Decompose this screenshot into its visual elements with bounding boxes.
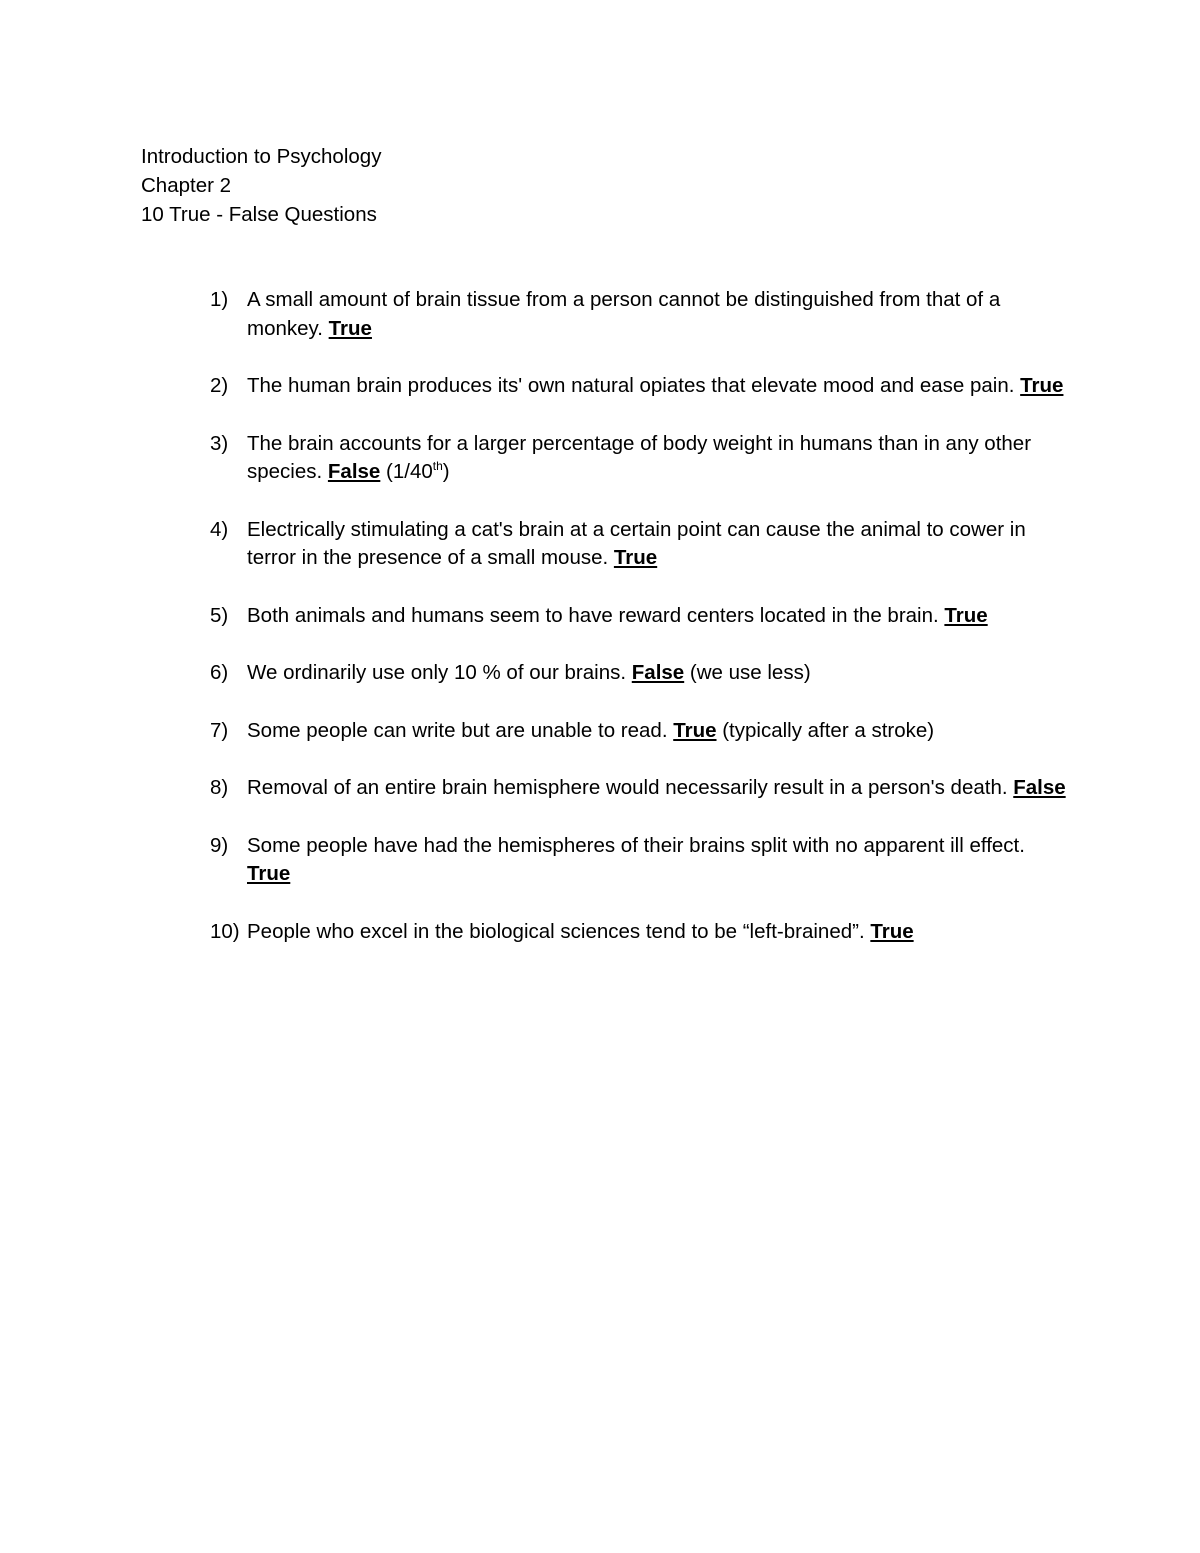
question-item bbox=[210, 832, 1070, 889]
answer-note: (typically after a stroke) bbox=[716, 718, 935, 742]
question-text: Removal of an entire brain hemisphere would necessarily result in a person's death. bbox=[247, 776, 1014, 799]
question-text: People who excel in the biological sciences tend to be “left-brained”. bbox=[247, 919, 871, 943]
question-body bbox=[247, 430, 1070, 487]
question-text: Some people can write but are unable to read. bbox=[247, 718, 674, 742]
question-list bbox=[210, 286, 1070, 975]
question-text: A small amount of brain tissue from a person cannot be distinguished from that of a monkey. bbox=[247, 288, 1001, 340]
question-body bbox=[247, 372, 1070, 401]
question-item bbox=[210, 918, 1070, 947]
question-number: 4) bbox=[210, 517, 229, 541]
question-item bbox=[210, 659, 1070, 688]
course-title: Introduction to Psychology bbox=[141, 145, 382, 168]
question-body bbox=[247, 659, 1070, 688]
question-text: The human brain produces its' own natural opiates that elevate mood and ease pain. bbox=[247, 374, 1021, 397]
question-number: 2) bbox=[210, 374, 229, 397]
question-item bbox=[210, 516, 1070, 573]
answer-note: (1/40 bbox=[380, 460, 433, 483]
question-item bbox=[210, 717, 1070, 746]
question-text: Some people have had the hemispheres of their brains split with no apparent ill effect. bbox=[247, 833, 1025, 857]
question-body bbox=[247, 832, 1070, 889]
question-item bbox=[210, 430, 1070, 487]
question-number: 8) bbox=[210, 776, 229, 799]
answer-note: (we use less) bbox=[684, 661, 811, 684]
question-item bbox=[210, 774, 1070, 803]
question-number: 6) bbox=[210, 661, 229, 684]
answer-label: True bbox=[870, 919, 914, 943]
question-body bbox=[247, 717, 1070, 746]
quiz-subtitle: 10 True - False Questions bbox=[141, 203, 377, 226]
question-number: 3) bbox=[210, 431, 229, 455]
question-item bbox=[210, 602, 1070, 631]
answer-label: True bbox=[613, 546, 658, 569]
question-text: Electrically stimulating a cat's brain at a certain point can cause the animal to cower in terror in the presence of a small mouse. bbox=[247, 517, 1026, 569]
question-text: Both animals and humans seem to have reward centers located in the brain. bbox=[247, 603, 945, 627]
question-number: 9) bbox=[210, 833, 229, 857]
question-body bbox=[247, 286, 1070, 343]
question-body bbox=[247, 918, 1070, 947]
answer-note-superscript: th bbox=[432, 459, 443, 474]
question-text: The brain accounts for a larger percentage of body weight in humans than in any other species. bbox=[247, 431, 1032, 483]
question-number: 5) bbox=[210, 603, 229, 627]
answer-label: True bbox=[944, 603, 988, 627]
question-item bbox=[210, 372, 1070, 401]
answer-label: False bbox=[1013, 776, 1066, 799]
question-number: 1) bbox=[210, 288, 229, 311]
chapter-label: Chapter 2 bbox=[141, 174, 232, 197]
question-number: 10) bbox=[210, 919, 240, 943]
question-item bbox=[210, 286, 1070, 343]
answer-note-close: ) bbox=[442, 460, 450, 483]
answer-label: True bbox=[247, 862, 291, 885]
document-header bbox=[141, 142, 381, 229]
question-body bbox=[247, 774, 1070, 803]
question-text: We ordinarily use only 10 % of our brains. bbox=[247, 661, 632, 684]
answer-label: True bbox=[673, 718, 717, 742]
answer-label: False bbox=[327, 460, 381, 483]
question-body bbox=[247, 516, 1070, 573]
answer-label: True bbox=[328, 316, 372, 340]
question-body bbox=[247, 602, 1070, 631]
answer-label: False bbox=[631, 661, 685, 684]
answer-label: True bbox=[1020, 374, 1064, 397]
question-number: 7) bbox=[210, 718, 229, 742]
